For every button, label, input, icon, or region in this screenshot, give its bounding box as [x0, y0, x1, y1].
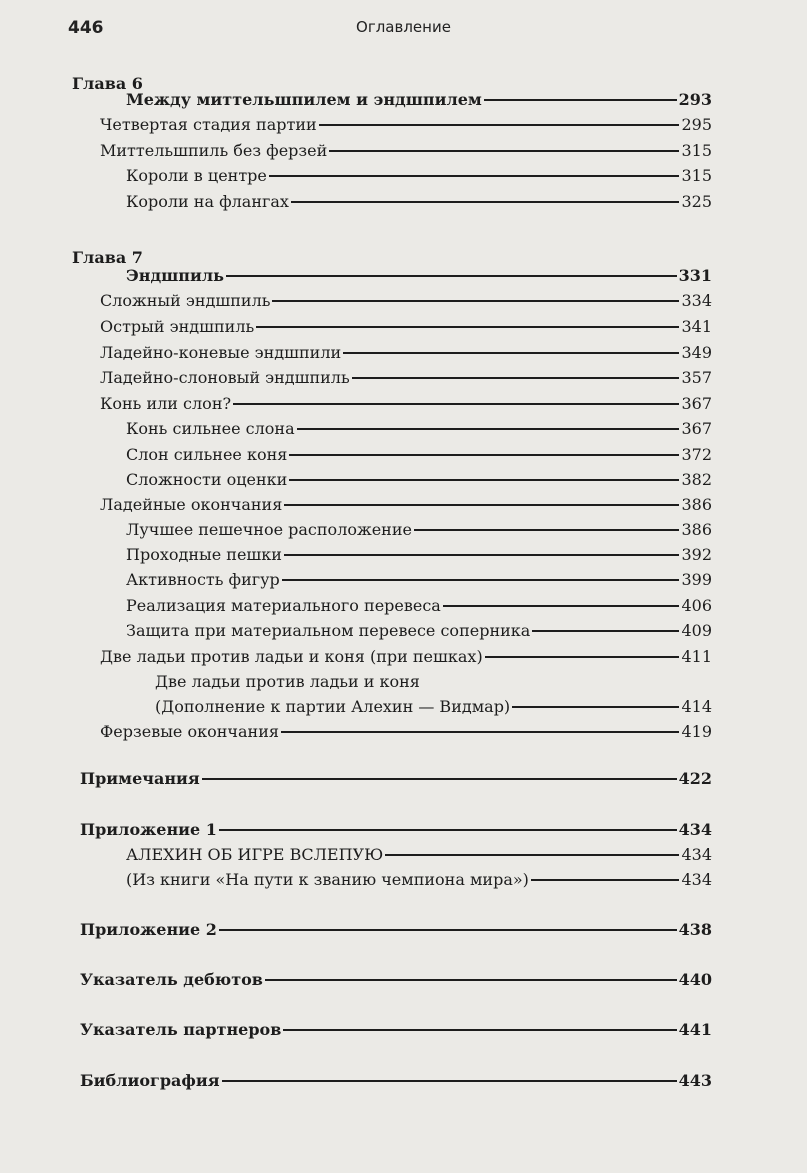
toc-entry-title: Ферзевые окончания [100, 722, 279, 741]
toc-leader [289, 454, 679, 456]
toc-entry-page: 386 [681, 495, 712, 514]
toc-leader [219, 929, 677, 931]
toc-entry-page: 382 [681, 470, 712, 489]
toc-leader [202, 778, 677, 780]
toc-entry-partners-index [80, 1018, 712, 1042]
toc-entry [100, 315, 712, 339]
toc-entry-title: Примечания [80, 769, 200, 788]
toc-entry-page: 422 [678, 769, 712, 788]
toc-entry-title: Слон сильнее коня [126, 445, 288, 464]
toc-entry-title: (Из книги «На пути к званию чемпиона мира») [126, 870, 529, 889]
toc-entry [126, 619, 712, 643]
toc-entry-page: 409 [681, 621, 712, 640]
toc-entry-page: 331 [678, 266, 712, 285]
toc-entry-title: Конь сильнее слона [126, 419, 295, 438]
toc-entry-title: Защита при материальном перевесе соперника [126, 621, 531, 640]
toc-entry-title: Проходные пешки [126, 545, 282, 564]
toc-leader [532, 630, 679, 632]
toc-entry-title: Миттельшпиль без ферзей [100, 141, 328, 160]
toc-leader [284, 554, 679, 556]
toc-entry-bibliography [80, 1069, 712, 1093]
toc-entry-title-line: Две ладьи против ладьи и коня [155, 672, 420, 691]
chapter-6-heading: Глава 6 [72, 74, 143, 93]
toc-entry-page: 293 [678, 90, 712, 109]
toc-leader [219, 829, 677, 831]
toc-leader [284, 504, 679, 506]
toc-entry-page: 441 [678, 1020, 712, 1039]
toc-entry [100, 493, 712, 517]
toc-entry-title: Библиография [80, 1071, 220, 1090]
toc-entry-page: 434 [681, 870, 712, 889]
toc-entry-title: Четвертая стадия партии [100, 115, 317, 134]
running-title: Оглавление [356, 18, 451, 36]
toc-leader [531, 879, 680, 881]
toc-entry [100, 341, 712, 365]
toc-entry-page: 406 [681, 596, 712, 615]
toc-entry-title: Острый эндшпиль [100, 317, 255, 336]
toc-entry-page: 414 [681, 697, 712, 716]
toc-entry-page: 438 [678, 920, 712, 939]
toc-leader [289, 479, 679, 481]
toc-leader [385, 854, 679, 856]
toc-entry [126, 543, 712, 567]
toc-entry [100, 289, 712, 313]
toc-leader [512, 706, 679, 708]
toc-leader [256, 326, 679, 328]
toc-entry-page: 367 [681, 419, 712, 438]
toc-leader [414, 529, 679, 531]
toc-entry-page: 419 [681, 722, 712, 741]
toc-leader [283, 1029, 676, 1031]
toc-entry-title: Конь или слон? [100, 394, 232, 413]
toc-entry [126, 164, 712, 188]
toc-entry-title: АЛЕХИН ОБ ИГРЕ ВСЛЕПУЮ [126, 845, 384, 864]
toc-entry-title: Лучшее пешечное расположение [126, 520, 412, 539]
toc-entry-title: Приложение 2 [80, 920, 217, 939]
toc-entry-notes [80, 767, 712, 791]
toc-entry-appendix-2 [80, 918, 712, 942]
toc-leader [352, 377, 680, 379]
toc-entry-openings-index [80, 968, 712, 992]
toc-entry [126, 443, 712, 467]
toc-leader [291, 201, 680, 203]
toc-entry [100, 720, 712, 744]
page-number: 446 [68, 18, 104, 38]
toc-entry-page: 341 [681, 317, 712, 336]
toc-leader [222, 1080, 677, 1082]
toc-entry-title: Две ладьи против ладьи и коня (при пешках) [100, 647, 483, 666]
toc-entry-title: Короли на флангах [126, 192, 289, 211]
toc-leader [272, 300, 679, 302]
toc-entry-title: Ладейно-слоновый эндшпиль [100, 368, 350, 387]
toc-entry-page: 392 [681, 545, 712, 564]
toc-entry-title: Реализация материального перевеса [126, 596, 441, 615]
toc-entry [126, 88, 712, 112]
toc-entry [126, 843, 712, 867]
toc-entry-page: 434 [681, 845, 712, 864]
toc-entry-page: 411 [681, 647, 712, 666]
toc-entry [100, 645, 712, 669]
toc-entry-page: 443 [678, 1071, 712, 1090]
toc-entry-title: Приложение 1 [80, 820, 217, 839]
toc-entry-page: 434 [678, 820, 712, 839]
toc-entry [126, 468, 712, 492]
chapter-7-heading: Глава 7 [72, 248, 143, 267]
toc-entry-title: Сложности оценки [126, 470, 288, 489]
toc-entry-title: Указатель партнеров [80, 1020, 282, 1039]
toc-leader [484, 99, 677, 101]
toc-entry-page: 399 [681, 570, 712, 589]
toc-entry-title: Короли в центре [126, 166, 267, 185]
toc-entry-page: 315 [681, 141, 712, 160]
toc-entry [126, 518, 712, 542]
toc-entry-page: 367 [681, 394, 712, 413]
toc-entry-title: Активность фигур [126, 570, 280, 589]
toc-leader [226, 275, 677, 277]
toc-leader [319, 124, 680, 126]
toc-entry [126, 264, 712, 288]
toc-entry-appendix-1 [80, 818, 712, 842]
toc-leader [281, 731, 680, 733]
toc-entry-title: Указатель дебютов [80, 970, 263, 989]
toc-entry-page: 295 [681, 115, 712, 134]
toc-entry [126, 868, 712, 892]
toc-entry [100, 366, 712, 390]
toc-leader [269, 175, 680, 177]
toc-leader [297, 428, 680, 430]
toc-leader [233, 403, 679, 405]
toc-entry [126, 190, 712, 214]
toc-entry-title: Эндшпиль [126, 266, 225, 285]
toc-entry-page: 325 [681, 192, 712, 211]
toc-leader [265, 979, 677, 981]
toc-entry-page: 372 [681, 445, 712, 464]
toc-entry [100, 139, 712, 163]
toc-entry-title: Ладейные окончания [100, 495, 283, 514]
toc-entry [126, 568, 712, 592]
toc-entry-title: Ладейно-коневые эндшпили [100, 343, 342, 362]
toc-entry-page: 386 [681, 520, 712, 539]
toc-entry-title: Сложный эндшпиль [100, 291, 271, 310]
toc-entry-page: 357 [681, 368, 712, 387]
toc-entry-page: 315 [681, 166, 712, 185]
toc-leader [485, 656, 680, 658]
toc-entry-title: (Дополнение к партии Алехин — Видмар) [155, 697, 511, 716]
toc-entry-page: 349 [681, 343, 712, 362]
toc-entry [100, 392, 712, 416]
toc-entry-page: 440 [678, 970, 712, 989]
toc-leader [329, 150, 679, 152]
toc-entry [155, 695, 712, 719]
toc-entry [126, 594, 712, 618]
toc-leader [343, 352, 679, 354]
toc-entry-title: Между миттельшпилем и эндшпилем [126, 90, 482, 109]
toc-entry [126, 417, 712, 441]
toc-leader [282, 579, 680, 581]
toc-leader [443, 605, 680, 607]
toc-entry [100, 113, 712, 137]
toc-entry-page: 334 [681, 291, 712, 310]
